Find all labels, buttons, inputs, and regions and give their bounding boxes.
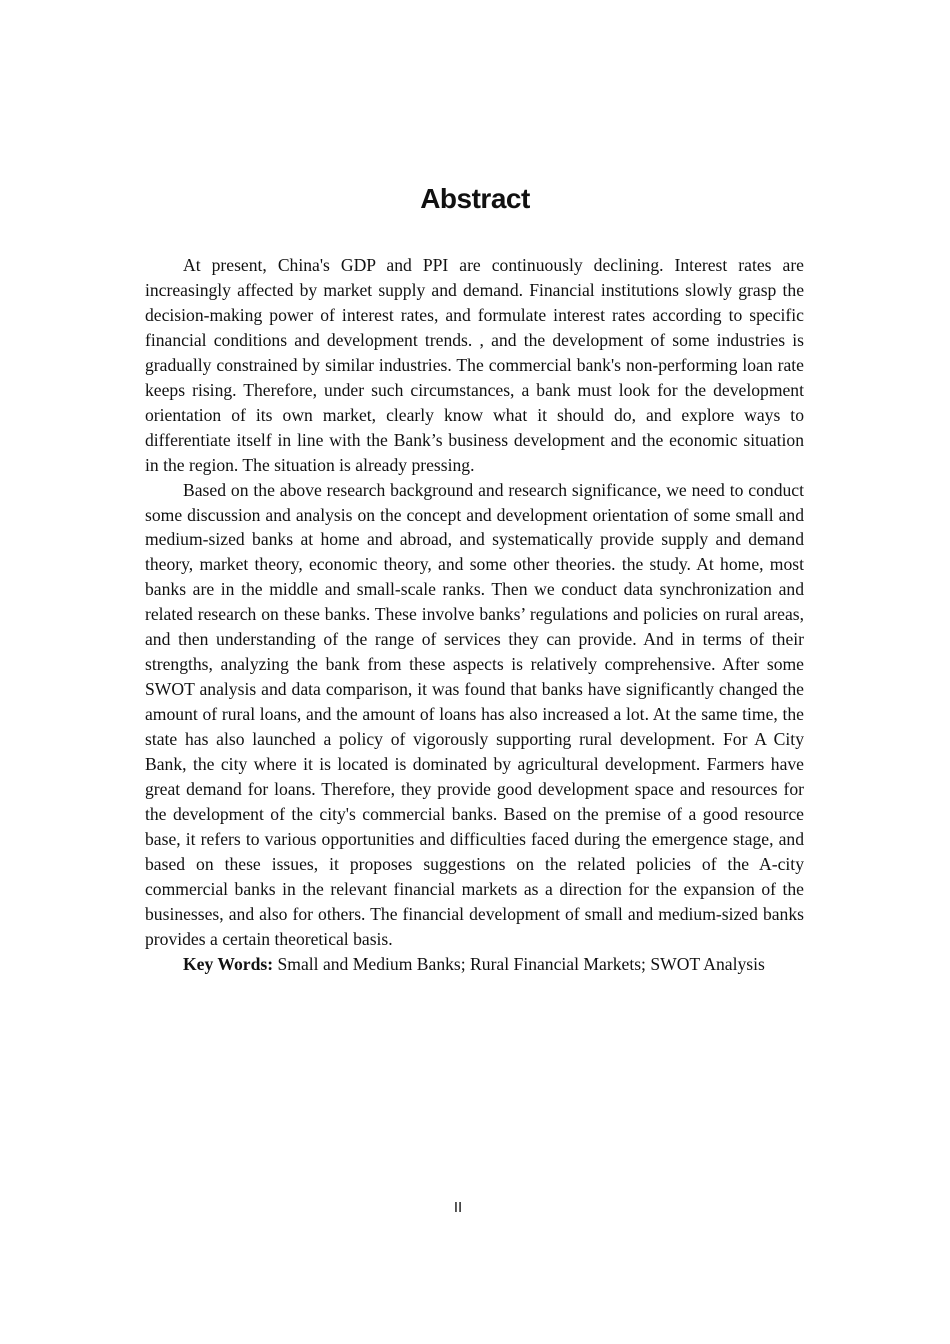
page-number: II [453,1199,463,1216]
page-title: Abstract [420,183,530,214]
keywords-label: Key Words: [183,953,274,974]
abstract-paragraph: Based on the above research background and research significance, we need to conduct some discussion and analysis on the concept and development orientation of some small and medium-sized banks at home and abroad, and systematically provide supply and demand theory, market theory, economic theory, and some other theories. the study. At home, most banks are in the middle and small-scale ranks. Then we conduct data synchronization and related research on these banks. These involve banks’ regulations and policies on rural areas, and then understanding of the range of services they can provide. And in terms of their strengths, analyzing the bank from these aspects is relatively comprehensive. After some SWOT analysis and data comparison, it was found that banks have significantly changed the amount of rural loans, and the amount of loans has also increased a lot. At the same time, the state has also launched a policy of vigorously supporting rural development. For A City Bank, the city where it is located is dominated by agricultural development. Farmers have great demand for loans. Therefore, they provide good development space and resources for the development of the city's commercial banks. Based on the premise of a good resource base, it refers to various opportunities and difficulties faced during the emergence stage, and based on these issues, it proposes suggestions on the related policies of the A-city commercial banks in the relevant financial markets as a direction for the expansion of the businesses, and also for others. The financial development of small and medium-sized banks provides a certain theoretical basis. [145,479,804,949]
keywords-paragraph [145,952,804,977]
abstract-paragraph: At present, China's GDP and PPI are continuously declining. Interest rates are increasingly affected by market supply and demand. Financial institutions slowly grasp the decision-making power of interest rates, and formulate interest rates according to specific financial conditions and development trends. , and the development of some industries is gradually constrained by similar industries. The commercial bank's non-performing loan rate keeps rising. Therefore, under such circumstances, a bank must look for the development orientation of its own market, clearly know what it should do, and explore ways to differentiate itself in line with the Bank’s business development and the economic situation in the region. The situation is already pressing. [145,255,804,475]
abstract-body [145,253,804,977]
keywords-text: Small and Medium Banks; Rural Financial Markets; SWOT Analysis [277,953,765,974]
